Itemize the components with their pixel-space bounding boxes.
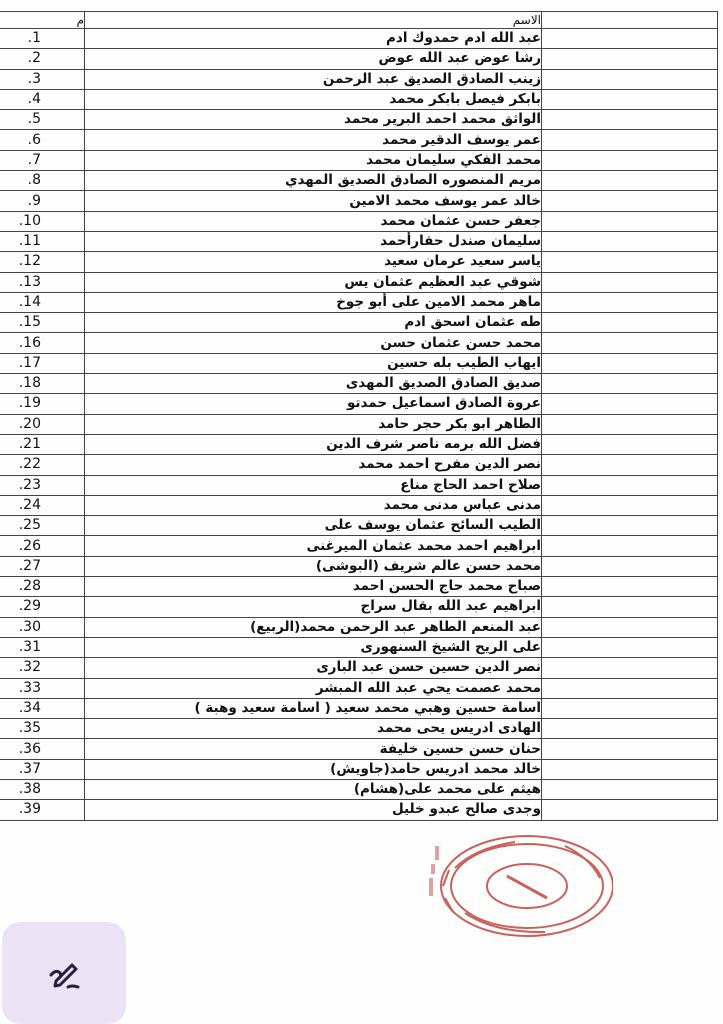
table-row [0, 739, 718, 759]
row-name: الهادى ادريس يحى محمد [85, 719, 542, 739]
row-number-cell [0, 779, 85, 799]
row-blank-cell [542, 698, 718, 718]
table-row [0, 49, 718, 69]
table-row [0, 719, 718, 739]
row-name: وجدى صالح عبدو خليل [85, 800, 542, 820]
row-name: سليمان صندل حقارأحمد [85, 231, 542, 251]
row-name: عمر يوسف الدقير محمد [85, 130, 542, 150]
row-number-cell [0, 577, 85, 597]
table-row [0, 252, 718, 272]
row-name: عبد المنعم الطاهر عبد الرحمن محمد(الربيع) [85, 617, 542, 637]
row-blank-cell [542, 577, 718, 597]
row-number-cell [0, 658, 85, 678]
table-row [0, 658, 718, 678]
table-header-row [0, 12, 718, 29]
row-number-cell [0, 89, 85, 109]
table-row [0, 637, 718, 657]
row-number: 31. [18, 639, 41, 656]
row-name: نصر الدين مفرح احمد محمد [85, 455, 542, 475]
row-number-cell [0, 29, 85, 49]
row-blank-cell [542, 394, 718, 414]
row-name: خالد عمر يوسف محمد الامين [85, 191, 542, 211]
table-row [0, 698, 718, 718]
row-name: زينب الصادق الصديق عبد الرحمن [85, 69, 542, 89]
row-name: الطيب السائح عثمان يوسف على [85, 516, 542, 536]
table-row [0, 759, 718, 779]
row-number-cell [0, 231, 85, 251]
row-blank-cell [542, 89, 718, 109]
row-name: عبد الله ادم حمدوك ادم [85, 29, 542, 49]
row-number: 19. [18, 395, 41, 412]
table-row [0, 394, 718, 414]
row-number-cell [0, 516, 85, 536]
table-row [0, 455, 718, 475]
row-blank-cell [542, 292, 718, 312]
official-seal-stamp [415, 828, 613, 940]
row-number-cell [0, 353, 85, 373]
row-name: محمد حسن عالم شريف (البوشى) [85, 556, 542, 576]
header-blank-cell [542, 12, 718, 29]
row-name: ابراهيم عبد الله بقال سراج [85, 597, 542, 617]
row-blank-cell [542, 171, 718, 191]
table-row [0, 678, 718, 698]
row-number: 35. [18, 720, 41, 737]
edit-pen-icon [42, 951, 86, 995]
row-number-cell [0, 292, 85, 312]
table-row [0, 211, 718, 231]
row-number: 29. [18, 598, 41, 615]
row-name: ابراهيم احمد محمد عثمان الميرغنى [85, 536, 542, 556]
table-row [0, 89, 718, 109]
row-number: 25. [18, 517, 41, 534]
row-blank-cell [542, 516, 718, 536]
row-number-cell [0, 69, 85, 89]
row-number: 3. [27, 70, 41, 87]
row-blank-cell [542, 759, 718, 779]
row-blank-cell [542, 29, 718, 49]
row-number: 30. [18, 618, 41, 635]
table-row [0, 292, 718, 312]
row-number-cell [0, 475, 85, 495]
row-name: محمد عصمت يحي عبد الله المبشر [85, 678, 542, 698]
row-number: 39. [18, 801, 41, 818]
row-number-cell [0, 759, 85, 779]
row-number: 26. [18, 537, 41, 554]
row-blank-cell [542, 333, 718, 353]
table-row [0, 617, 718, 637]
row-number-cell [0, 130, 85, 150]
row-number-cell [0, 434, 85, 454]
row-number: 6. [27, 131, 41, 148]
row-blank-cell [542, 252, 718, 272]
row-number-cell [0, 313, 85, 333]
row-blank-cell [542, 779, 718, 799]
row-number: 8. [27, 172, 41, 189]
row-blank-cell [542, 597, 718, 617]
row-name: خالد محمد ادريس حامد(جاويش) [85, 759, 542, 779]
row-blank-cell [542, 191, 718, 211]
table-row [0, 353, 718, 373]
row-number: 15. [18, 314, 41, 331]
row-blank-cell [542, 739, 718, 759]
table-row [0, 414, 718, 434]
row-number-cell [0, 536, 85, 556]
row-number-cell [0, 171, 85, 191]
row-blank-cell [542, 637, 718, 657]
row-number-cell [0, 394, 85, 414]
row-name: محمد حسن عثمان حسن [85, 333, 542, 353]
row-number-cell [0, 495, 85, 515]
row-blank-cell [542, 130, 718, 150]
row-number: 23. [18, 476, 41, 493]
row-number: 21. [18, 436, 41, 453]
row-number-cell [0, 414, 85, 434]
row-number-cell [0, 191, 85, 211]
row-blank-cell [542, 495, 718, 515]
row-number: 7. [27, 151, 41, 168]
row-name: الواثق محمد احمد البرير محمد [85, 110, 542, 130]
row-number: 33. [18, 679, 41, 696]
row-number: 18. [18, 375, 41, 392]
row-number-cell [0, 637, 85, 657]
row-number-cell [0, 719, 85, 739]
row-number-cell [0, 455, 85, 475]
table-row [0, 434, 718, 454]
row-number: 17. [18, 354, 41, 371]
row-blank-cell [542, 49, 718, 69]
row-blank-cell [542, 556, 718, 576]
row-number: 11. [18, 233, 41, 250]
row-number: 22. [18, 456, 41, 473]
row-number: 4. [27, 91, 41, 108]
row-name: الطاهر ابو بكر حجر حامد [85, 414, 542, 434]
table-body [0, 29, 718, 821]
row-number: 34. [18, 699, 41, 716]
row-number: 12. [18, 253, 41, 270]
table-row [0, 556, 718, 576]
row-name: جعفر حسن عثمان محمد [85, 211, 542, 231]
row-number-cell [0, 49, 85, 69]
table-row [0, 779, 718, 799]
row-blank-cell [542, 719, 718, 739]
row-name: نصر الدين حسين حسن عبد البارى [85, 658, 542, 678]
row-number-cell [0, 739, 85, 759]
row-number-cell [0, 698, 85, 718]
row-blank-cell [542, 69, 718, 89]
row-name: شوقي عبد العظيم عثمان يس [85, 272, 542, 292]
names-table [0, 11, 718, 821]
row-number: 5. [27, 111, 41, 128]
row-blank-cell [542, 211, 718, 231]
table-row [0, 29, 718, 49]
row-number-cell [0, 110, 85, 130]
row-name: على الريح الشيخ السنهورى [85, 637, 542, 657]
row-name: محمد الفكي سليمان محمد [85, 150, 542, 170]
row-number-cell [0, 800, 85, 820]
row-number-cell [0, 150, 85, 170]
row-name: عروة الصادق اسماعيل حمدتو [85, 394, 542, 414]
row-name: صديق الصادق الصديق المهدى [85, 374, 542, 394]
row-number-cell [0, 211, 85, 231]
row-blank-cell [542, 313, 718, 333]
row-number: 9. [27, 192, 41, 209]
table-row [0, 69, 718, 89]
row-number-cell [0, 617, 85, 637]
row-number: 1. [27, 30, 41, 47]
row-blank-cell [542, 678, 718, 698]
row-blank-cell [542, 617, 718, 637]
row-number-cell [0, 252, 85, 272]
table-row [0, 597, 718, 617]
row-number: 10. [18, 212, 41, 229]
row-name: حنان حسن حسين خليفة [85, 739, 542, 759]
row-blank-cell [542, 536, 718, 556]
row-name: ايهاب الطيب بله حسين [85, 353, 542, 373]
row-number: 16. [18, 334, 41, 351]
row-blank-cell [542, 414, 718, 434]
row-name: مريم المنصوره الصادق الصديق المهدي [85, 171, 542, 191]
table-row [0, 110, 718, 130]
table-row [0, 171, 718, 191]
row-name: مدنى عباس مدنى محمد [85, 495, 542, 515]
row-number: 14. [18, 294, 41, 310]
row-number: 38. [18, 781, 41, 798]
row-number-cell [0, 678, 85, 698]
row-blank-cell [542, 800, 718, 820]
table-row [0, 516, 718, 536]
row-name: ياسر سعيد عرمان سعيد [85, 252, 542, 272]
table-row [0, 130, 718, 150]
table-row [0, 536, 718, 556]
row-blank-cell [542, 231, 718, 251]
table-row [0, 495, 718, 515]
row-number-cell [0, 374, 85, 394]
row-number: 27. [18, 557, 41, 574]
row-blank-cell [542, 475, 718, 495]
row-name: طه عثمان اسحق ادم [85, 313, 542, 333]
table-row [0, 475, 718, 495]
row-blank-cell [542, 150, 718, 170]
row-blank-cell [542, 272, 718, 292]
row-number: 13. [18, 273, 41, 290]
row-number: 24. [18, 496, 41, 513]
row-name: صلاح احمد الحاج مناع [85, 475, 542, 495]
row-number: 20. [18, 415, 41, 432]
table-row [0, 333, 718, 353]
table-row [0, 191, 718, 211]
row-name: ماهر محمد الامين على أبو جوخ [85, 292, 542, 312]
row-blank-cell [542, 434, 718, 454]
table-row [0, 800, 718, 820]
row-blank-cell [542, 110, 718, 130]
table-row [0, 577, 718, 597]
row-name: بابكر فيصل بابكر محمد [85, 89, 542, 109]
row-number-cell [0, 556, 85, 576]
table-row [0, 231, 718, 251]
table-row [0, 272, 718, 292]
row-number: 32. [18, 659, 41, 676]
header-number: م [0, 12, 85, 29]
edit-button[interactable] [2, 922, 126, 1024]
row-number: 37. [18, 760, 41, 777]
row-number: 36. [18, 740, 41, 757]
row-name: هيثم على محمد على(هشام) [85, 779, 542, 799]
table-row [0, 150, 718, 170]
table-row [0, 374, 718, 394]
row-blank-cell [542, 353, 718, 373]
row-blank-cell [542, 455, 718, 475]
header-name: الاسم [85, 12, 542, 29]
row-blank-cell [542, 658, 718, 678]
table-row [0, 313, 718, 333]
row-blank-cell [542, 374, 718, 394]
row-number-cell [0, 597, 85, 617]
row-number-cell [0, 272, 85, 292]
row-name: فضل الله برمه ناصر شرف الدين [85, 434, 542, 454]
row-name: رشا عوض عبد الله عوض [85, 49, 542, 69]
row-number: 28. [18, 578, 41, 595]
row-number: 2. [27, 50, 41, 67]
row-number-cell [0, 333, 85, 353]
row-name: اسامة حسين وهبي محمد سعيد ( اسامة سعيد وهبة ) [85, 698, 542, 718]
row-name: صباح محمد حاج الحسن احمد [85, 577, 542, 597]
